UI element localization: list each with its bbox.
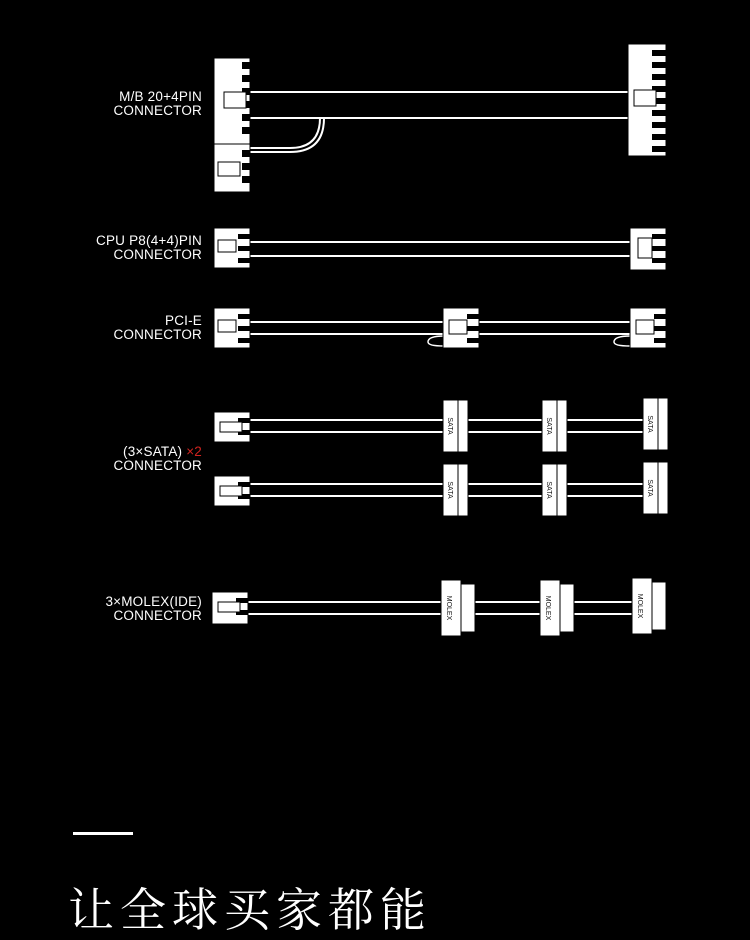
molex-plug (441, 580, 475, 636)
mb-cable (214, 44, 666, 192)
svg-text:SATA: SATA (545, 417, 552, 435)
pcie-label-line2: CONNECTOR (113, 327, 202, 342)
sata-label-line2: CONNECTOR (113, 458, 202, 473)
molex-cable (212, 578, 666, 636)
svg-text:SATA: SATA (446, 481, 453, 499)
svg-text:MOLEX: MOLEX (544, 595, 551, 621)
pcie-middle-connector (443, 308, 479, 348)
svg-text:SATA: SATA (646, 415, 653, 433)
sata-label-multiplier: ×2 (186, 444, 202, 459)
sata-label-count: (3×SATA) (123, 444, 187, 459)
sata-plug (443, 400, 468, 452)
sata1-source-connector (214, 412, 250, 442)
pcie-left-connector (214, 308, 250, 348)
section-title: 让全球买家都能 (68, 883, 432, 937)
molex-plug (540, 580, 574, 636)
molex-source-connector (212, 592, 248, 624)
svg-text:SATA: SATA (446, 417, 453, 435)
svg-text:SATA: SATA (545, 481, 552, 499)
section-divider (73, 832, 133, 835)
pcie-right-connector (630, 308, 666, 348)
svg-text:MOLEX: MOLEX (445, 595, 452, 621)
svg-text:MOLEX: MOLEX (636, 593, 643, 619)
sata2-source-connector (214, 476, 250, 506)
mb-left-connector (214, 58, 250, 192)
sata-cable-1 (214, 398, 668, 452)
molex-plug (632, 578, 666, 634)
mb-label-line2: CONNECTOR (113, 103, 202, 118)
pcie-cable (214, 308, 666, 348)
mb-right-connector (628, 44, 666, 156)
molex-label-line2: CONNECTOR (113, 608, 202, 623)
mb-label-line1: M/B 20+4PIN (119, 89, 202, 104)
cpu-cable (214, 228, 666, 270)
sata-plug (542, 400, 567, 452)
cpu-right-connector (630, 228, 666, 270)
sata-plug (443, 464, 468, 516)
sata-cable-2 (214, 462, 668, 516)
molex-label-line1: 3×MOLEX(IDE) (105, 594, 202, 609)
pcie-label-line1: PCI-E (164, 313, 202, 328)
svg-text:SATA: SATA (646, 479, 653, 497)
sata-plug (643, 462, 668, 514)
sata-plug (643, 398, 668, 450)
sata-plug (542, 464, 567, 516)
cpu-label-line2: CONNECTOR (113, 247, 202, 262)
cpu-left-connector (214, 228, 250, 268)
cpu-label-line1: CPU P8(4+4)PIN (96, 233, 202, 248)
